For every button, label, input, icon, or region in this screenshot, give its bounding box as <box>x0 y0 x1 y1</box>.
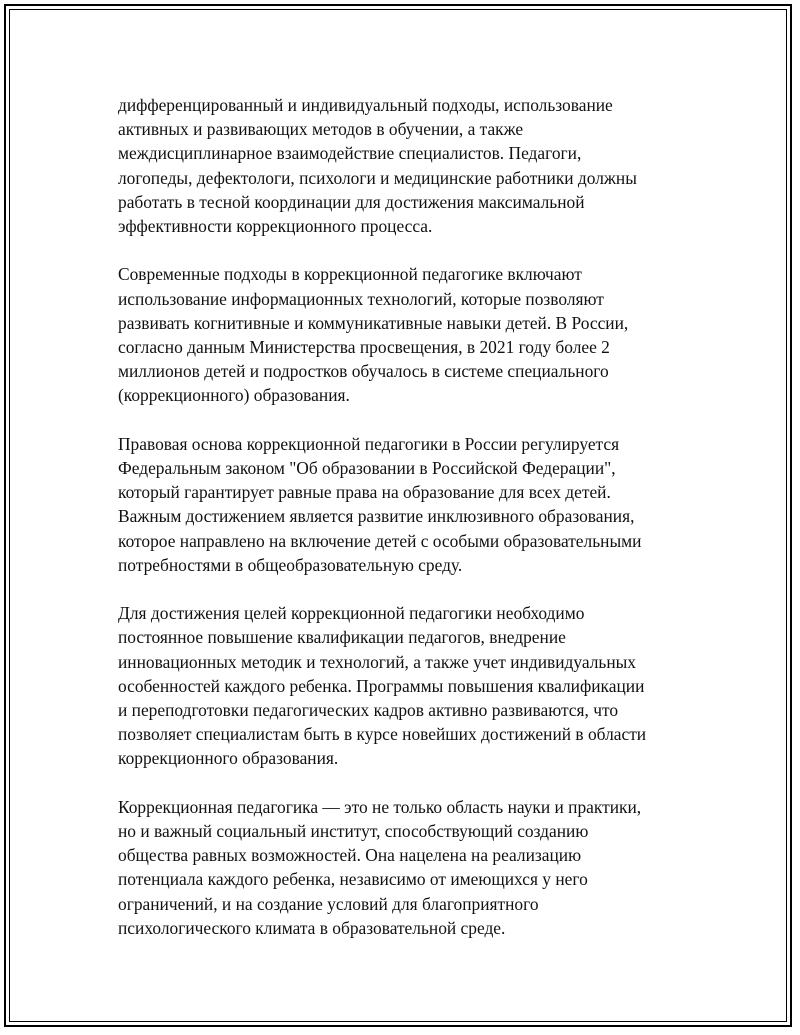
paragraph-1: дифференцированный и индивидуальный подходы, использование активных и развивающих методов в обучении, а также междисциплинарное взаимодействие специалистов. Педагоги, логопеды, дефектологи, психологи и медицинские работники должны работать в тесной координации для достижения максимальной эффективности коррекционного процесса. <box>118 95 637 237</box>
paragraph-2: Современные подходы в коррекционной педагогике включают использование информационных технологий, которые позволяют развивать когнитивные и коммуникативные навыки детей. В России, согласно данным Министерства просвещения, в 2021 году более 2 миллионов детей и подростков обучалось в системе специального (коррекционного) образования. <box>118 264 629 406</box>
paragraph-3: Правовая основа коррекционной педагогики в России регулируется Федеральным законом "Об образовании в Российской Федерации", который гарантирует равные права на образование для всех детей. Важным достижением является развитие инклюзивного образования, которое направлено на включение детей с особыми образовательными потребностями в общеобразовательную среду. <box>118 433 642 575</box>
document-body <box>118 93 688 964</box>
paragraph-4: Для достижения целей коррекционной педагогики необходимо постоянное повышение квалификации педагогов, внедрение инновационных методик и технологий, а также учет индивидуальных особенностей каждого ребенка. Программы повышения квалификации и переподготовки педагогических кадров активно развиваются, что позволяет специалистам быть в курсе новейших достижений в области коррекционного образования. <box>118 603 647 769</box>
paragraph-5: Коррекционная педагогика — это не только область науки и практики, но и важный социальный институт, способствующий созданию общества равных возможностей. Она нацелена на реализацию потенциала каждого ребенка, независимо от имеющихся у него ограничений, и на создание условий для благоприятного психологического климата в образовательной среде. <box>118 796 642 938</box>
